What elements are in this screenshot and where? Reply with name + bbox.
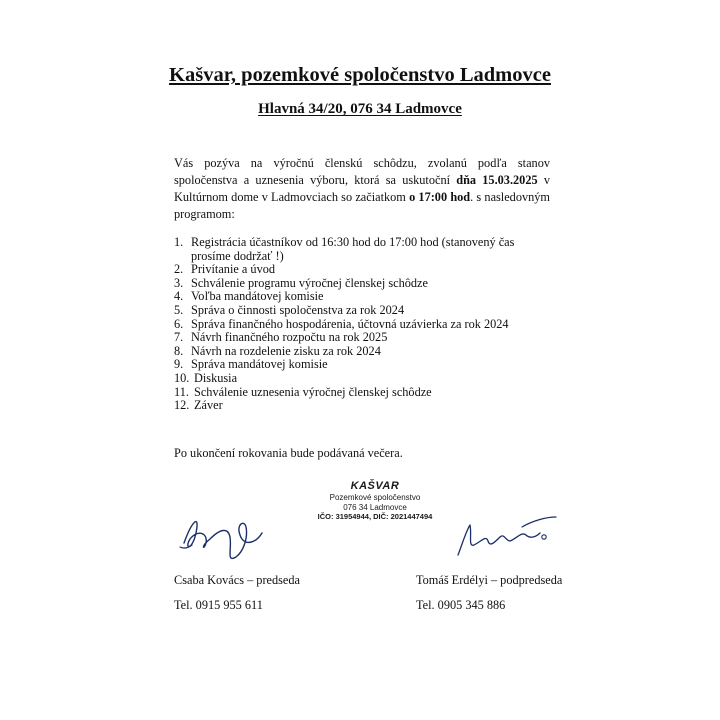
agenda-item (174, 263, 554, 277)
stamp-line-ids: IČO: 31954944, DIČ: 2021447494 (317, 512, 433, 521)
agenda-item-text: Záver (194, 398, 223, 413)
agenda-item-number: 6. (174, 316, 184, 331)
agenda-item (174, 386, 554, 400)
agenda-item-text: Voľba mandátovej komisie (191, 289, 324, 304)
agenda-item-number: 2. (174, 262, 184, 277)
agenda-item-text: Registrácia účastníkov od 16:30 hod do 17:00 hod (stanovený čas prosíme dodržať !) (191, 235, 515, 263)
agenda-item-number: 8. (174, 343, 184, 358)
agenda-item-number: 12. (174, 398, 190, 413)
agenda-list (174, 236, 554, 413)
agenda-item-text: Privítanie a úvod (191, 262, 276, 277)
agenda-item (174, 304, 554, 318)
agenda-item-text: Návrh finančného rozpočtu na rok 2025 (191, 330, 388, 345)
agenda-item-text: Správa mandátovej komisie (191, 357, 328, 372)
organization-stamp (300, 480, 450, 522)
vice-chairman-name: Tomáš Erdélyi – podpredseda (416, 573, 563, 587)
agenda-item (174, 345, 554, 359)
agenda-item (174, 318, 554, 332)
meeting-date: dňa 15.03.2025 (456, 173, 538, 187)
meeting-time: o 17:00 hod (409, 190, 471, 204)
signature-right-image (452, 505, 562, 560)
agenda-item (174, 331, 554, 345)
agenda-item-number: 11. (174, 384, 189, 399)
stamp-line-address: 076 34 Ladmovce (343, 502, 407, 512)
agenda-item (174, 358, 554, 372)
agenda-item (174, 290, 554, 304)
agenda-item-text: Správa o činnosti spoločenstva za rok 2024 (191, 302, 405, 317)
chairman-name: Csaba Kovács – predseda (174, 573, 301, 587)
intro-text-1: Vás pozýva na výročnú členskú schôdzu, zvolanú podľa stanov spoločenstva a uznesenia výboru, ktorá sa uskutoční (174, 156, 550, 187)
agenda-item-text: Schválenie programu výročnej členskej schôdze (191, 275, 428, 290)
agenda-item (174, 236, 554, 263)
agenda-item-text: Schválenie uznesenia výročnej členskej schôdze (194, 384, 432, 399)
agenda-item-number: 4. (174, 289, 184, 304)
vice-chairman-phone: Tel. 0905 345 886 (416, 598, 506, 612)
agenda-item-number: 9. (174, 357, 184, 372)
intro-text-2: v Kultúrnom dome v Ladmovciach so začiatkom (174, 173, 550, 204)
intro-text-3: . s nasledovným programom: (174, 190, 550, 221)
agenda-item (174, 277, 554, 291)
agenda-item-text: Návrh na rozdelenie zisku za rok 2024 (191, 343, 381, 358)
stamp-name: KAŠVAR (350, 480, 400, 492)
document-address: Hlavná 34/20, 076 34 Ladmovce (258, 101, 462, 117)
signature-left-image (170, 503, 280, 573)
agenda-item-text: Správa finančného hospodárenia, účtovná uzávierka za rok 2024 (191, 316, 509, 331)
agenda-item-number: 7. (174, 330, 184, 345)
agenda-item-number: 10. (174, 370, 190, 385)
document-title: Kašvar, pozemkové spoločenstvo Ladmovce (169, 64, 551, 86)
chairman-phone: Tel. 0915 955 611 (174, 598, 263, 612)
invitation-paragraph (174, 155, 550, 223)
agenda-item (174, 399, 554, 413)
agenda-item-number: 1. (174, 235, 184, 249)
agenda-item-number: 3. (174, 275, 184, 290)
stamp-line-type: Pozemkové spoločenstvo (329, 493, 421, 502)
closing-note: Po ukončení rokovania bude podávaná večera. (174, 446, 403, 460)
agenda-item-number: 5. (174, 302, 184, 317)
agenda-item (174, 372, 554, 386)
agenda-item-text: Diskusia (194, 370, 238, 385)
